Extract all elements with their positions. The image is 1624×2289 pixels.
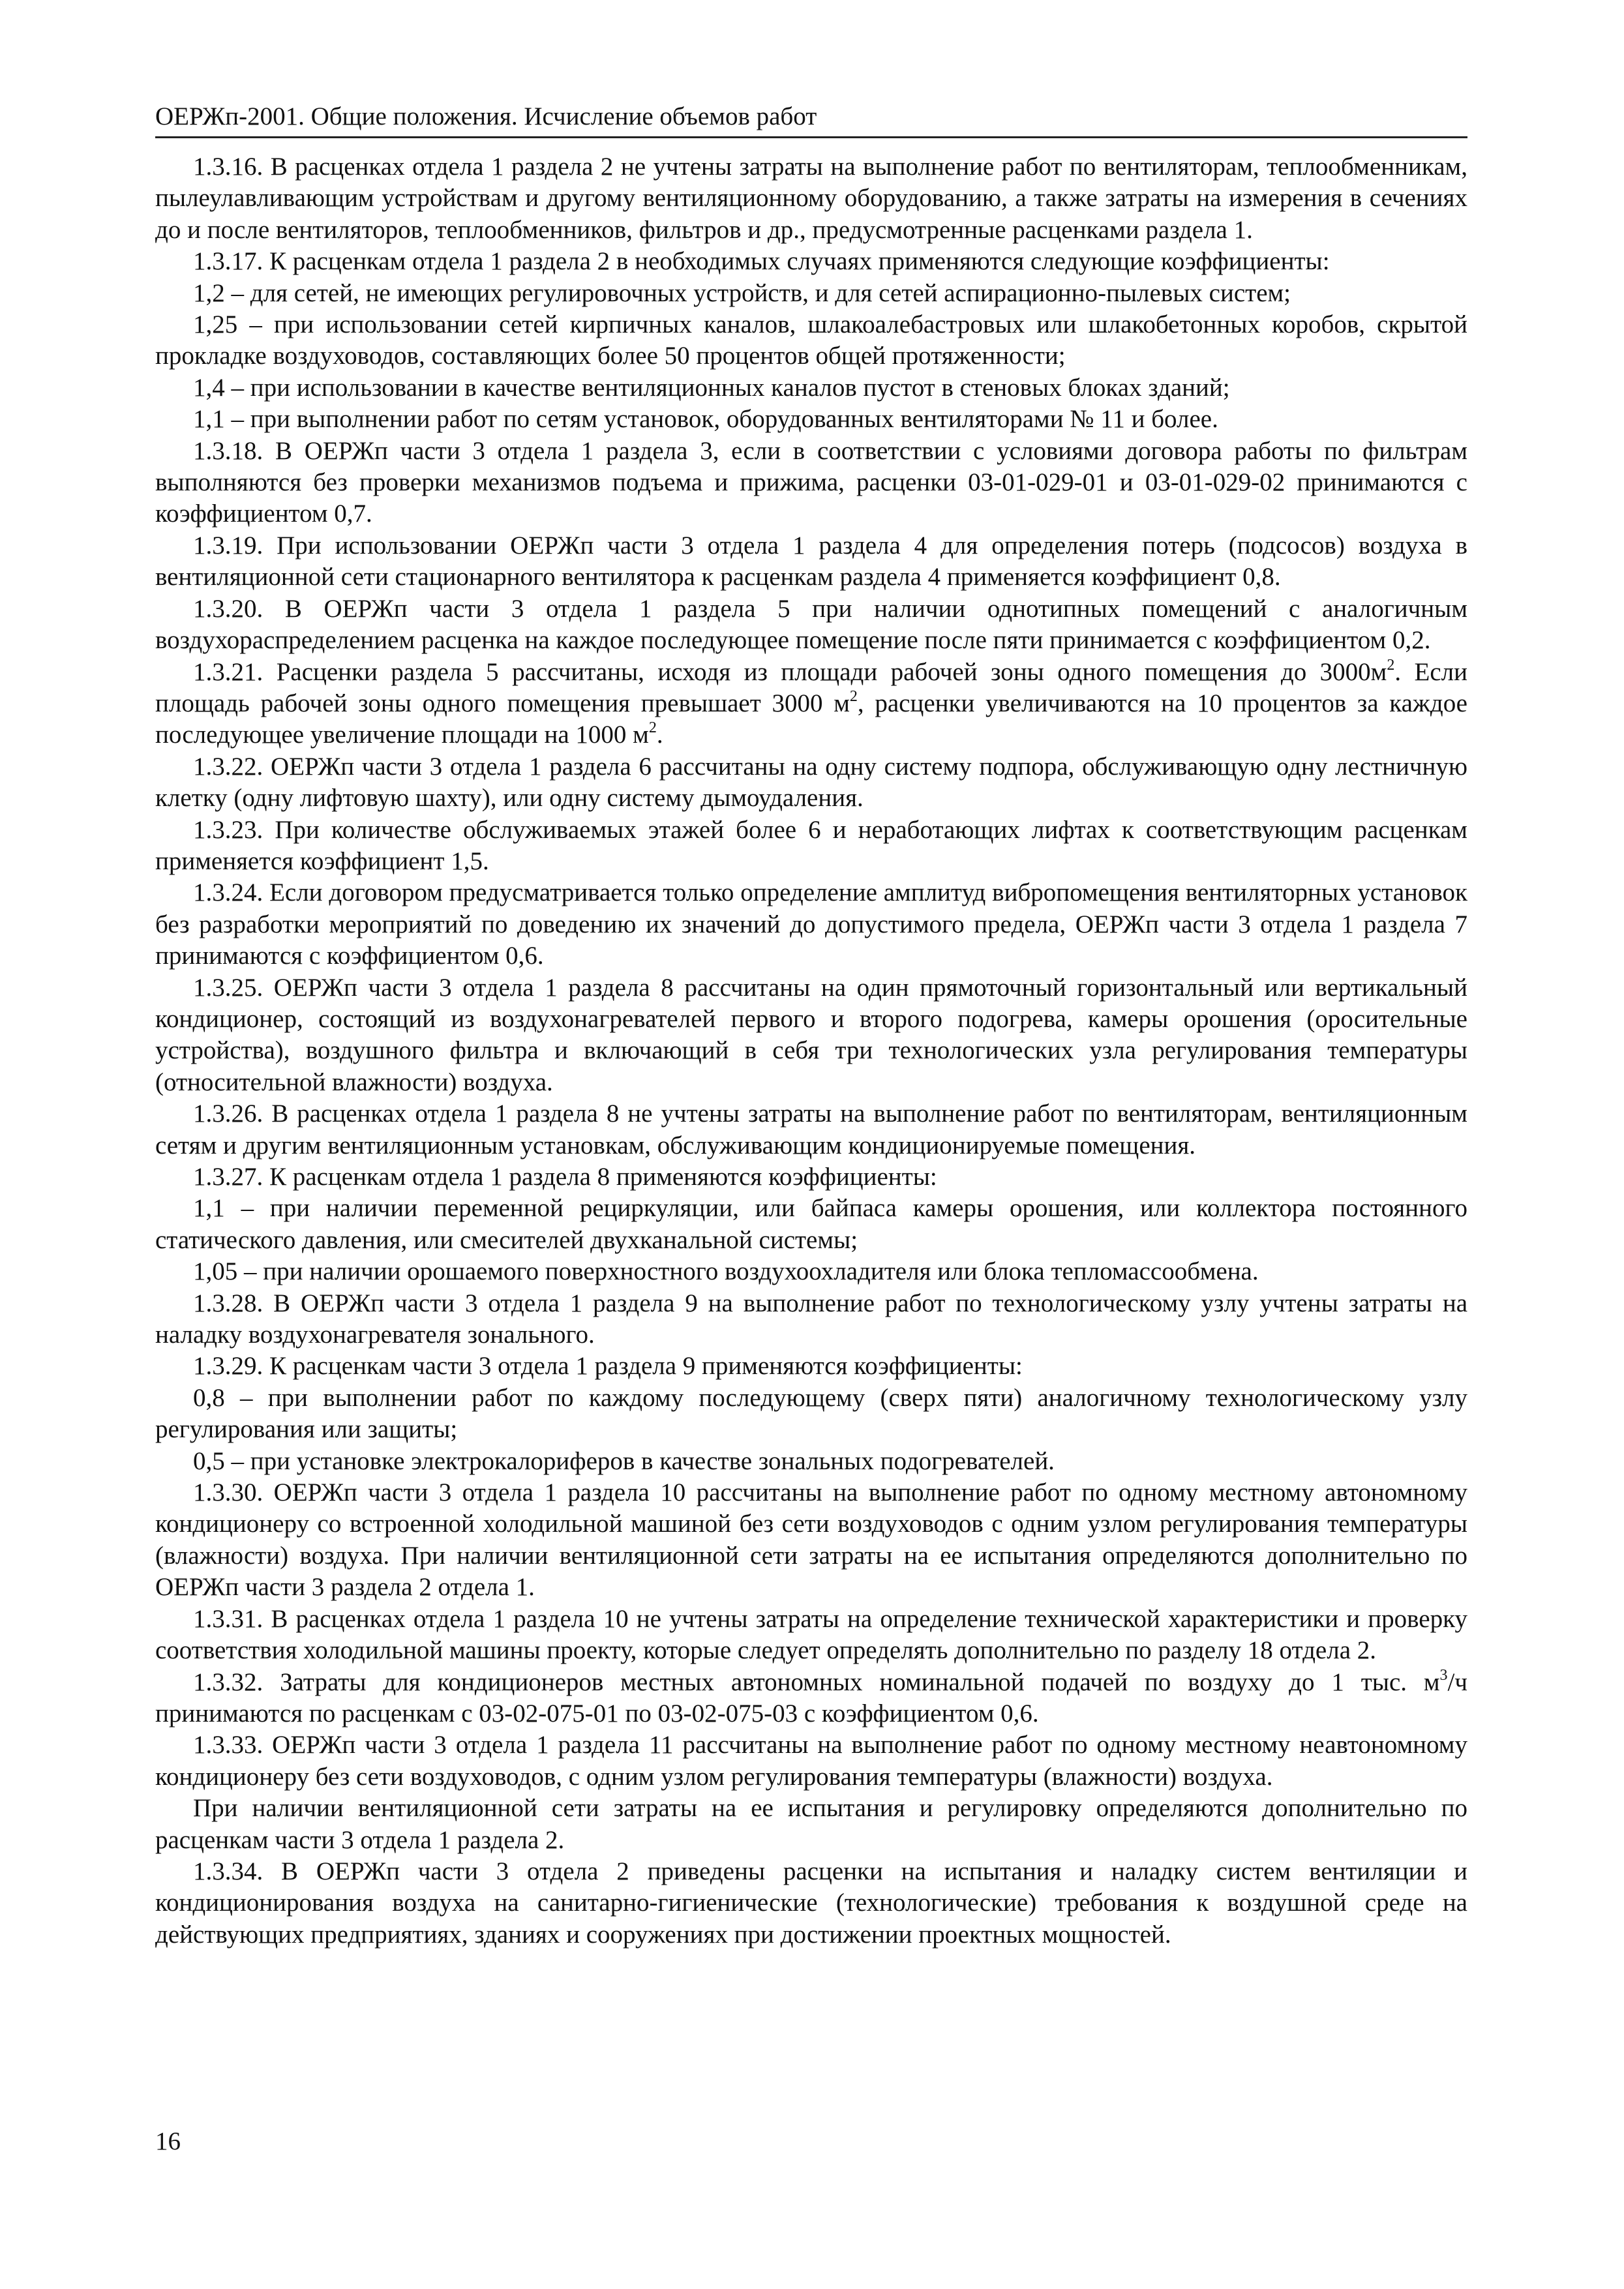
paragraph-1-3-18: 1.3.18. В ОЕРЖп части 3 отдела 1 раздела 3, если в соответствии с условиями договора работы по фильтрам выполняются без проверки механизмов подъема и прижима, расценки 03-01-029-01 и 03-01-029-02 принимаются с коэффициентом 0,7. (155, 436, 1467, 528)
paragraph-1-3-31: 1.3.31. В расценках отдела 1 раздела 10 не учтены затраты на определение технической характеристики и проверку соответствия холодильной машины проекту, которые следует определять дополнительно по разделу 18 отдела 2. (155, 1604, 1467, 1665)
paragraph-1-3-26: 1.3.26. В расценках отдела 1 раздела 8 не учтены затраты на выполнение работ по вентиляторам, вентиляционным сетям и другим вентиляционным установкам, обслуживающим кондиционируемые помещения. (155, 1100, 1467, 1159)
paragraph-1-3-33: 1.3.33. ОЕРЖп части 3 отдела 1 раздела 11 рассчитаны на выполнение работ по одному местному неавтономному кондиционеру без сети воздуховодов, с одним узлом регулирования температуры (влажности) воздуха. (155, 1731, 1467, 1791)
coefficient-item: 1,1 – при наличии переменной рециркуляции, или байпаса камеры орошения, или коллектора постоянного статического давления, или смесителей двухканальной системы; (155, 1194, 1467, 1254)
document-body (155, 151, 1467, 1951)
paragraph-1-3-25: 1.3.25. ОЕРЖп части 3 отдела 1 раздела 8 рассчитаны на один прямоточный горизонтальный или вертикальный кондиционер, состоящий из воздухонагревателей первого и второго подогрева, камеры орошения (оросительные устройства), воздушного фильтра и включающий в себя три технологических узла регулирования температуры (относительной влажности) воздуха. (155, 973, 1467, 1096)
running-header-title: ОЕРЖп-2001. Общие положения. Исчисление объемов работ (155, 102, 817, 130)
coefficient-item: 1,4 – при использовании в качестве вентиляционных каналов пустот в стеновых блоках зданий; (193, 373, 1230, 402)
coefficient-item: 1,2 – для сетей, не имеющих регулировочных устройств, и для сетей аспирационно-пылевых систем; (193, 278, 1291, 307)
coefficient-item: 1,05 – при наличии орошаемого поверхностного воздухоохладителя или блока тепломассообмена. (193, 1257, 1259, 1286)
paragraph-1-3-22: 1.3.22. ОЕРЖп части 3 отдела 1 раздела 6 рассчитаны на одну систему подпора, обслуживающую одну лестничную клетку (одну лифтовую шахту), или одну систему дымоудаления. (155, 752, 1467, 813)
paragraph-1-3-34: 1.3.34. В ОЕРЖп части 3 отдела 2 приведены расценки на испытания и наладку систем вентиляции и кондиционирования воздуха на санитарно-гигиенические (технологические) требования к воздушной среде на действующих предприятиях, зданиях и сооружениях при достижении проектных мощностей. (155, 1857, 1467, 1949)
paragraph-1-3-19: 1.3.19. При использовании ОЕРЖп части 3 отдела 1 раздела 4 для определения потерь (подсосов) воздуха в вентиляционной сети стационарного вентилятора к расценкам раздела 4 применяется коэффициент 0,8. (155, 531, 1467, 591)
paragraph-1-3-23: 1.3.23. При количестве обслуживаемых этажей более 6 и неработающих лифтах к соответствующим расценкам применяется коэффициент 1,5. (155, 815, 1467, 875)
paragraph-1-3-32: 1.3.32. Затраты для кондиционеров местных автономных номинальной подачей по воздуху до 1 тыс. $м^3/ч$ принимаются по расценкам с 03-02-075-01 по 03-02-075-03 с коэффициентом 0,6. (155, 1666, 1467, 1728)
page-number: 16 (155, 2127, 181, 2155)
paragraph-1-3-21: 1.3.21. Расценки раздела 5 рассчитаны, исходя из площади рабочей зоны одного помещения до $3000м^2$. Если площадь рабочей зоны одного помещения превышает 3000 $м^2$, расценки увеличиваются на 10 процентов за каждое последующее увеличение площади на 1000 $м^2$. (155, 656, 1467, 749)
coefficient-item: 1,25 – при использовании сетей кирпичных каналов, шлакоалебастровых или шлакобетонных коробов, скрытой прокладке воздуховодов, составляющих более 50 процентов общей протяженности; (155, 310, 1467, 370)
paragraph-1-3-29: 1.3.29. К расценкам части 3 отдела 1 раздела 9 применяются коэффициенты: (193, 1352, 1023, 1381)
paragraph-1-3-27: 1.3.27. К расценкам отдела 1 раздела 8 применяются коэффициенты: (193, 1163, 937, 1191)
page-header (155, 98, 1467, 138)
paragraph-1-3-30: 1.3.30. ОЕРЖп части 3 отдела 1 раздела 10 рассчитаны на выполнение работ по одному местному автономному кондиционеру со встроенной холодильной машиной без сети воздуховодов с одним узлом регулирования температуры (влажности) воздуха. При наличии вентиляционной сети затраты на ее испытания определяются дополнительно по ОЕРЖп части 3 раздела 2 отдела 1. (155, 1478, 1467, 1602)
coefficient-item: 0,5 – при установке электрокалориферов в качестве зональных подогревателей. (193, 1446, 1055, 1475)
paragraph-1-3-16: 1.3.16. В расценках отдела 1 раздела 2 не учтены затраты на выполнение работ по вентиляторам, теплообменникам, пылеулавливающим устройствам и другому вентиляционному оборудованию, а также затраты на измерения в сечениях до и после вентиляторов, теплообменников, фильтров и др., предусмотренные расценками раздела 1. (155, 153, 1467, 244)
paragraph-1-3-24: 1.3.24. Если договором предусматривается только определение амплитуд вибропомещения вентиляторных установок без разработки мероприятий по доведению их значений до допустимого предела, ОЕРЖп части 3 отдела 1 раздела 7 принимаются с коэффициентом 0,6. (155, 878, 1467, 970)
coefficient-item: 1,1 – при выполнении работ по сетям установок, оборудованных вентиляторами № 11 и более. (193, 405, 1218, 434)
paragraph-1-3-17: 1.3.17. К расценкам отдела 1 раздела 2 в необходимых случаях применяются следующие коэффициенты: (193, 247, 1330, 276)
paragraph-1-3-20: 1.3.20. В ОЕРЖп части 3 отдела 1 раздела 5 при наличии однотипных помещений с аналогичным воздухораспределением расценка на каждое последующее помещение после пяти принимается с коэффициентом 0,2. (155, 594, 1467, 655)
paragraph-1-3-28: 1.3.28. В ОЕРЖп части 3 отдела 1 раздела 9 на выполнение работ по технологическому узлу учтены затраты на наладку воздухонагревателя зонального. (155, 1289, 1467, 1349)
paragraph-1-3-33-note: При наличии вентиляционной сети затраты на ее испытания и регулировку определяются дополнительно по расценкам части 3 отдела 1 раздела 2. (155, 1794, 1467, 1854)
coefficient-item: 0,8 – при выполнении работ по каждому последующему (сверх пяти) аналогичному технологическому узлу регулирования или защиты; (155, 1383, 1467, 1444)
